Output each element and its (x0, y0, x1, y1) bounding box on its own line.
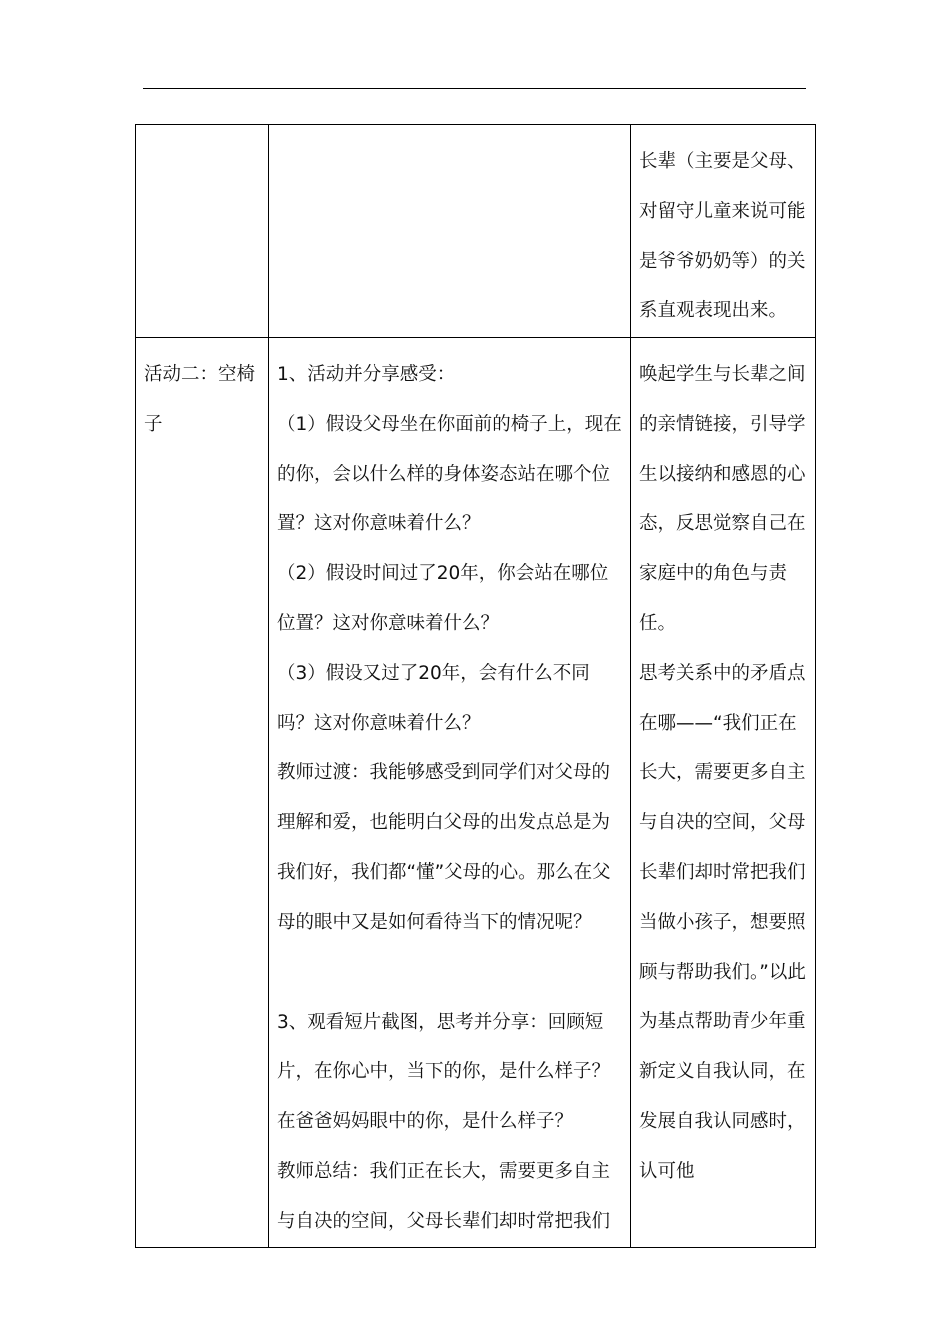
activity-title: 活动二：空椅子 (144, 364, 256, 435)
process-question: （3）假设又过了20年，会有什么不同吗？这对你意味着什么？ (277, 662, 590, 734)
intent-cell (631, 125, 816, 338)
header-rule (143, 88, 806, 89)
table-row (136, 338, 816, 1248)
activity-cell (136, 125, 269, 338)
process-cell (269, 338, 631, 1248)
process-question: （1）假设父母坐在你面前的椅子上，现在的你，会以什么样的身体姿态站在哪个位置？这对你意味着什么？ (277, 413, 622, 535)
intent-text: 长辈（主要是父母、对留守儿童来说可能是爷爷奶奶等）的关系直观表现出来。 (639, 151, 806, 322)
intent-text: 唤起学生与长辈之间的亲情链接，引导学生以接纳和感恩的心态，反思觉察自己在家庭中的角色与责任。 (639, 364, 806, 634)
intent-cell (631, 338, 816, 1248)
paragraph-gap (277, 948, 622, 998)
process-cell (269, 125, 631, 338)
lesson-table (135, 124, 816, 1248)
activity-cell (136, 338, 269, 1248)
teacher-summary: 教师总结：我们正在长大，需要更多自主与自决的空间，父母长辈们却时常把我们 (277, 1160, 611, 1232)
process-question: （2）假设时间过了20年，你会站在哪位位置？这对你意味着什么？ (277, 563, 609, 634)
teacher-transition: 教师过渡：我能够感受到同学们对父母的理解和爱，也能明白父母的出发点总是为我们好，我们都“懂”父母的心。那么在父母的眼中又是如何看待当下的情况呢？ (277, 762, 611, 933)
table-row (136, 125, 816, 338)
process-step: 1、活动并分享感受： (277, 364, 456, 385)
intent-text: 思考关系中的矛盾点在哪——“我们正在长大，需要更多自主与自决的空间，父母长辈们却时常把我们当做小孩子，想要照顾与帮助我们。”以此为基点帮助青少年重新定义自我认同，在发展自我认同感时，认可他 (639, 662, 806, 1182)
process-step: 3、观看短片截图，思考并分享：回顾短片，在你心中，当下的你，是什么样子？在爸爸妈妈眼中的你，是什么样子？ (277, 1011, 611, 1133)
